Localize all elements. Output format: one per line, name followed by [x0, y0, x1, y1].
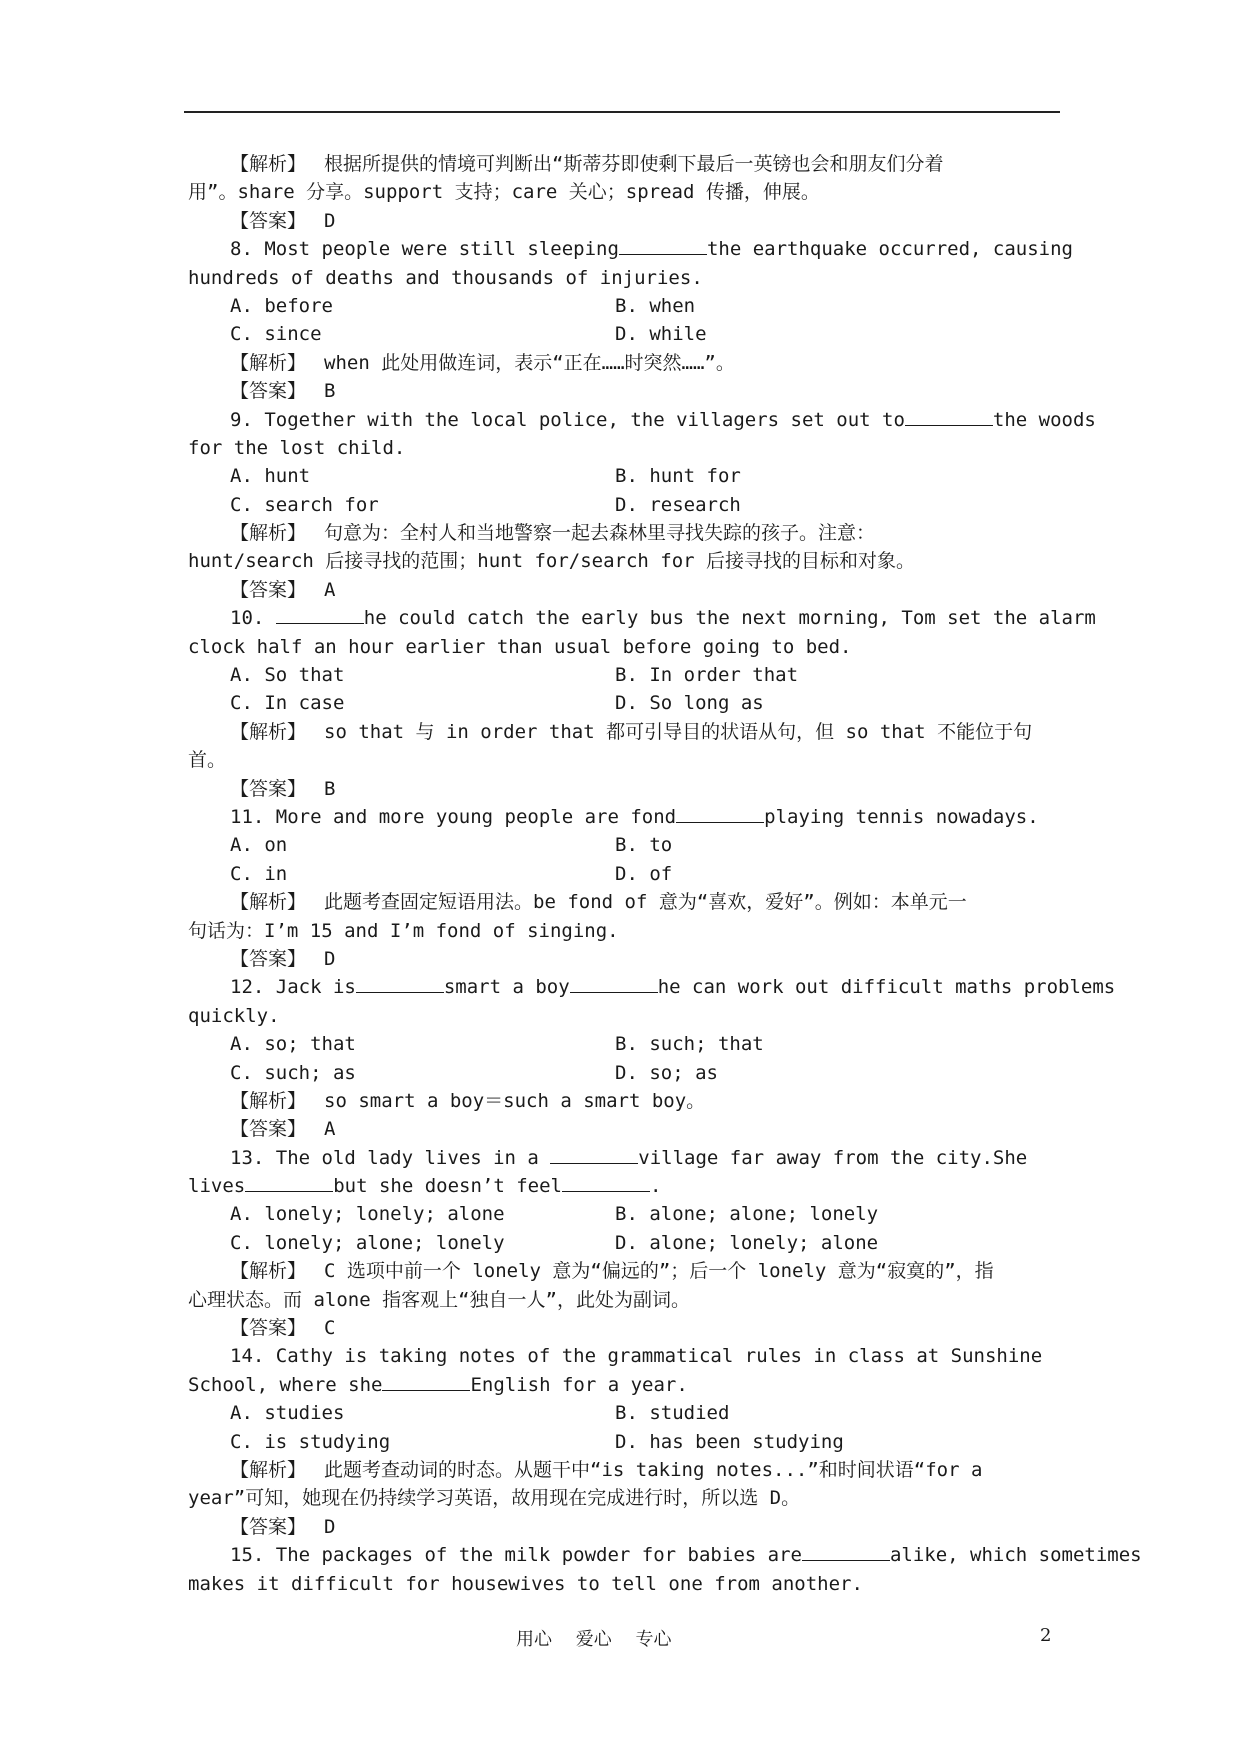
- option-b: B. such; that: [615, 1033, 764, 1056]
- line-text: smart a boy: [443, 976, 570, 999]
- line-text: B: [324, 777, 336, 800]
- line-text: D: [324, 1515, 336, 1538]
- option-b: B. when: [615, 294, 696, 317]
- option-row: [188, 860, 1108, 888]
- option-row: [188, 831, 1108, 859]
- text-line: [188, 917, 1108, 945]
- text-line: [188, 945, 1108, 973]
- line-text: A: [324, 578, 336, 601]
- text-line: [188, 1257, 1108, 1285]
- option-a: C. is studying: [230, 1430, 391, 1453]
- option-row: [188, 1059, 1108, 1087]
- footer-motto: 用心 爱心 专心: [516, 1629, 672, 1650]
- line-text: makes it difficult for housewives to tell one from another.: [188, 1572, 863, 1595]
- option-a: C. In case: [230, 692, 345, 715]
- option-row: [188, 661, 1108, 689]
- section-tag: 【答案】: [230, 1118, 307, 1141]
- text-line: [188, 349, 1108, 377]
- text-line: [188, 1002, 1108, 1030]
- option-a: C. search for: [230, 493, 379, 516]
- line-text: D: [324, 209, 336, 232]
- text-line: [188, 377, 1108, 405]
- line-text: 11. More and more young people are fond: [230, 805, 677, 828]
- option-b: D. So long as: [615, 692, 764, 715]
- option-row: [188, 1030, 1108, 1058]
- line-text: clock half an hour earlier than usual before going to bed.: [188, 635, 852, 658]
- line-text: alike, which sometimes: [889, 1544, 1142, 1567]
- line-text: so that 与 in order that 都可引导目的状语从句，但 so that 不能位于句: [324, 720, 1033, 743]
- line-text: D: [324, 947, 336, 970]
- section-tag: 【答案】: [230, 1515, 307, 1538]
- answer-blank: [619, 236, 707, 255]
- answer-blank: [802, 1542, 890, 1561]
- option-b: B. In order that: [615, 664, 799, 687]
- text-line: [188, 1286, 1108, 1314]
- text-line: [188, 434, 1108, 462]
- text-line: [188, 264, 1108, 292]
- text-line: [188, 746, 1108, 774]
- section-tag: 【解析】: [230, 1260, 307, 1283]
- section-tag: 【答案】: [230, 209, 307, 232]
- answer-blank: [245, 1173, 333, 1192]
- option-a: A. so; that: [230, 1033, 356, 1056]
- line-text: 句话为：I’m 15 and I’m fond of singing.: [188, 919, 619, 942]
- option-row: [188, 320, 1108, 348]
- section-tag: 【答案】: [230, 1317, 307, 1340]
- text-line: [188, 1484, 1108, 1512]
- text-line: [188, 1314, 1108, 1342]
- line-text: 10.: [230, 607, 276, 630]
- line-text: 15. The packages of the milk powder for babies are: [230, 1544, 802, 1567]
- option-row: [188, 1229, 1108, 1257]
- option-b: D. research: [615, 493, 741, 516]
- line-text: 心理状态。而 alone 指客观上“独自一人”，此处为副词。: [188, 1288, 690, 1311]
- line-text: 14. Cathy is taking notes of the grammatical rules in class at Sunshine: [230, 1345, 1043, 1368]
- text-line: [188, 1087, 1108, 1115]
- option-a: A. before: [230, 294, 333, 317]
- line-text: year”可知，她现在仍持续学习英语，故用现在完成进行时，所以选 D。: [188, 1487, 801, 1510]
- line-text: he can work out difficult maths problems: [657, 976, 1116, 999]
- section-tag: 【答案】: [230, 947, 307, 970]
- option-row: [188, 292, 1108, 320]
- line-text: 句意为：全村人和当地警察一起去森林里寻找失踪的孩子。注意：: [324, 522, 876, 545]
- line-text: when 此处用做连词，表示“正在……时突然……”。: [324, 351, 735, 374]
- line-text: School, where she: [188, 1373, 383, 1396]
- option-a: C. such; as: [230, 1061, 356, 1084]
- option-a: A. on: [230, 834, 288, 857]
- option-b: B. to: [615, 834, 673, 857]
- text-line: [188, 633, 1108, 661]
- line-text: 首。: [188, 749, 227, 772]
- text-line: [188, 888, 1108, 916]
- option-b: D. has been studying: [615, 1430, 844, 1453]
- option-b: B. hunt for: [615, 465, 741, 488]
- section-tag: 【解析】: [230, 1458, 307, 1481]
- option-row: [188, 1399, 1108, 1427]
- option-a: A. hunt: [230, 465, 311, 488]
- option-a: A. lonely; lonely; alone: [230, 1203, 505, 1226]
- option-b: B. alone; alone; lonely: [615, 1203, 879, 1226]
- text-line: [188, 207, 1108, 235]
- answer-blank: [550, 1145, 638, 1164]
- line-text: C: [324, 1317, 336, 1340]
- line-text: the earthquake occurred, causing: [706, 238, 1073, 261]
- line-text: 13. The old lady lives in a: [230, 1146, 551, 1169]
- text-line: [188, 1570, 1108, 1598]
- text-line: [188, 1513, 1108, 1541]
- line-text: he could catch the early bus the next morning, Tom set the alarm: [363, 607, 1096, 630]
- text-line: [188, 604, 1108, 632]
- line-text: for the lost child.: [188, 436, 406, 459]
- line-text: village far away from the city.She: [638, 1146, 1028, 1169]
- text-line: [188, 547, 1108, 575]
- section-tag: 【答案】: [230, 777, 307, 800]
- line-text: quickly.: [188, 1004, 280, 1027]
- line-text: A: [324, 1118, 336, 1141]
- option-row: [188, 1200, 1108, 1228]
- section-tag: 【解析】: [230, 351, 307, 374]
- section-tag: 【解析】: [230, 1089, 307, 1112]
- line-text: the woods: [992, 408, 1096, 431]
- text-line: [188, 178, 1108, 206]
- line-text: hunt/search 后接寻找的范围；hunt for/search for 后接寻找的目标和对象。: [188, 550, 916, 573]
- line-text: B: [324, 380, 336, 403]
- text-line: [188, 1456, 1108, 1484]
- text-line: [188, 1541, 1142, 1569]
- option-a: C. in: [230, 862, 288, 885]
- section-tag: 【解析】: [230, 720, 307, 743]
- section-tag: 【解析】: [230, 522, 307, 545]
- option-row: [188, 491, 1108, 519]
- header-rule: [184, 111, 1060, 113]
- text-line: [188, 519, 1108, 547]
- option-b: D. so; as: [615, 1061, 718, 1084]
- answer-blank: [570, 974, 658, 993]
- page-number: 2: [1040, 1625, 1052, 1646]
- option-b: D. while: [615, 323, 707, 346]
- option-a: C. lonely; alone; lonely: [230, 1231, 505, 1254]
- line-text: 12. Jack is: [230, 976, 356, 999]
- option-b: D. of: [615, 862, 673, 885]
- answer-blank: [676, 804, 764, 823]
- line-text: 此题考查固定短语用法。be fond of 意为“喜欢，爱好”。例如：本单元一: [324, 891, 967, 914]
- text-line: [188, 775, 1108, 803]
- line-text: .: [649, 1175, 662, 1198]
- text-line: [188, 1371, 1108, 1399]
- text-line: [188, 1172, 1108, 1200]
- line-text: hundreds of deaths and thousands of injuries.: [188, 266, 703, 289]
- line-text: 此题考查动词的时态。从题干中“is taking notes...”和时间状语“for a: [324, 1458, 983, 1481]
- option-b: B. studied: [615, 1402, 730, 1425]
- line-text: English for a year.: [470, 1373, 688, 1396]
- text-line: [188, 406, 1108, 434]
- answer-blank: [562, 1173, 650, 1192]
- line-text: 用”。share 分享。support 支持；care 关心；spread 传播，伸展。: [188, 181, 820, 204]
- text-line: [188, 576, 1108, 604]
- line-text: so smart a boy＝such a smart boy。: [324, 1089, 706, 1112]
- line-text: lives: [188, 1175, 246, 1198]
- text-line: [188, 150, 1108, 178]
- answer-blank: [382, 1372, 470, 1391]
- document-body: [188, 150, 1142, 1598]
- option-row: [188, 1428, 1108, 1456]
- line-text: 8. Most people were still sleeping: [230, 238, 619, 261]
- line-text: playing tennis nowadays.: [764, 805, 1039, 828]
- text-line: [188, 235, 1108, 263]
- line-text: but she doesn’t feel: [333, 1175, 562, 1198]
- text-line: [188, 718, 1108, 746]
- text-line: [188, 1115, 1108, 1143]
- option-b: D. alone; lonely; alone: [615, 1231, 879, 1254]
- option-a: C. since: [230, 323, 322, 346]
- answer-blank: [356, 974, 444, 993]
- option-a: A. studies: [230, 1402, 345, 1425]
- answer-blank: [276, 605, 364, 624]
- section-tag: 【解析】: [230, 153, 307, 175]
- answer-blank: [905, 407, 993, 426]
- text-line: [188, 803, 1108, 831]
- line-text: 根据所提供的情境可判断出“斯蒂芬即使剩下最后一英镑也会和朋友们分着: [324, 153, 944, 175]
- section-tag: 【答案】: [230, 578, 307, 601]
- section-tag: 【解析】: [230, 891, 307, 914]
- line-text: 9. Together with the local police, the villagers set out to: [230, 408, 905, 431]
- option-row: [188, 689, 1108, 717]
- text-line: [188, 973, 1116, 1001]
- text-line: [188, 1342, 1108, 1370]
- option-a: A. So that: [230, 664, 345, 687]
- line-text: C 选项中前一个 lonely 意为“偏远的”；后一个 lonely 意为“寂寞的”，指: [324, 1260, 994, 1283]
- text-line: [188, 1144, 1108, 1172]
- option-row: [188, 462, 1108, 490]
- section-tag: 【答案】: [230, 380, 307, 403]
